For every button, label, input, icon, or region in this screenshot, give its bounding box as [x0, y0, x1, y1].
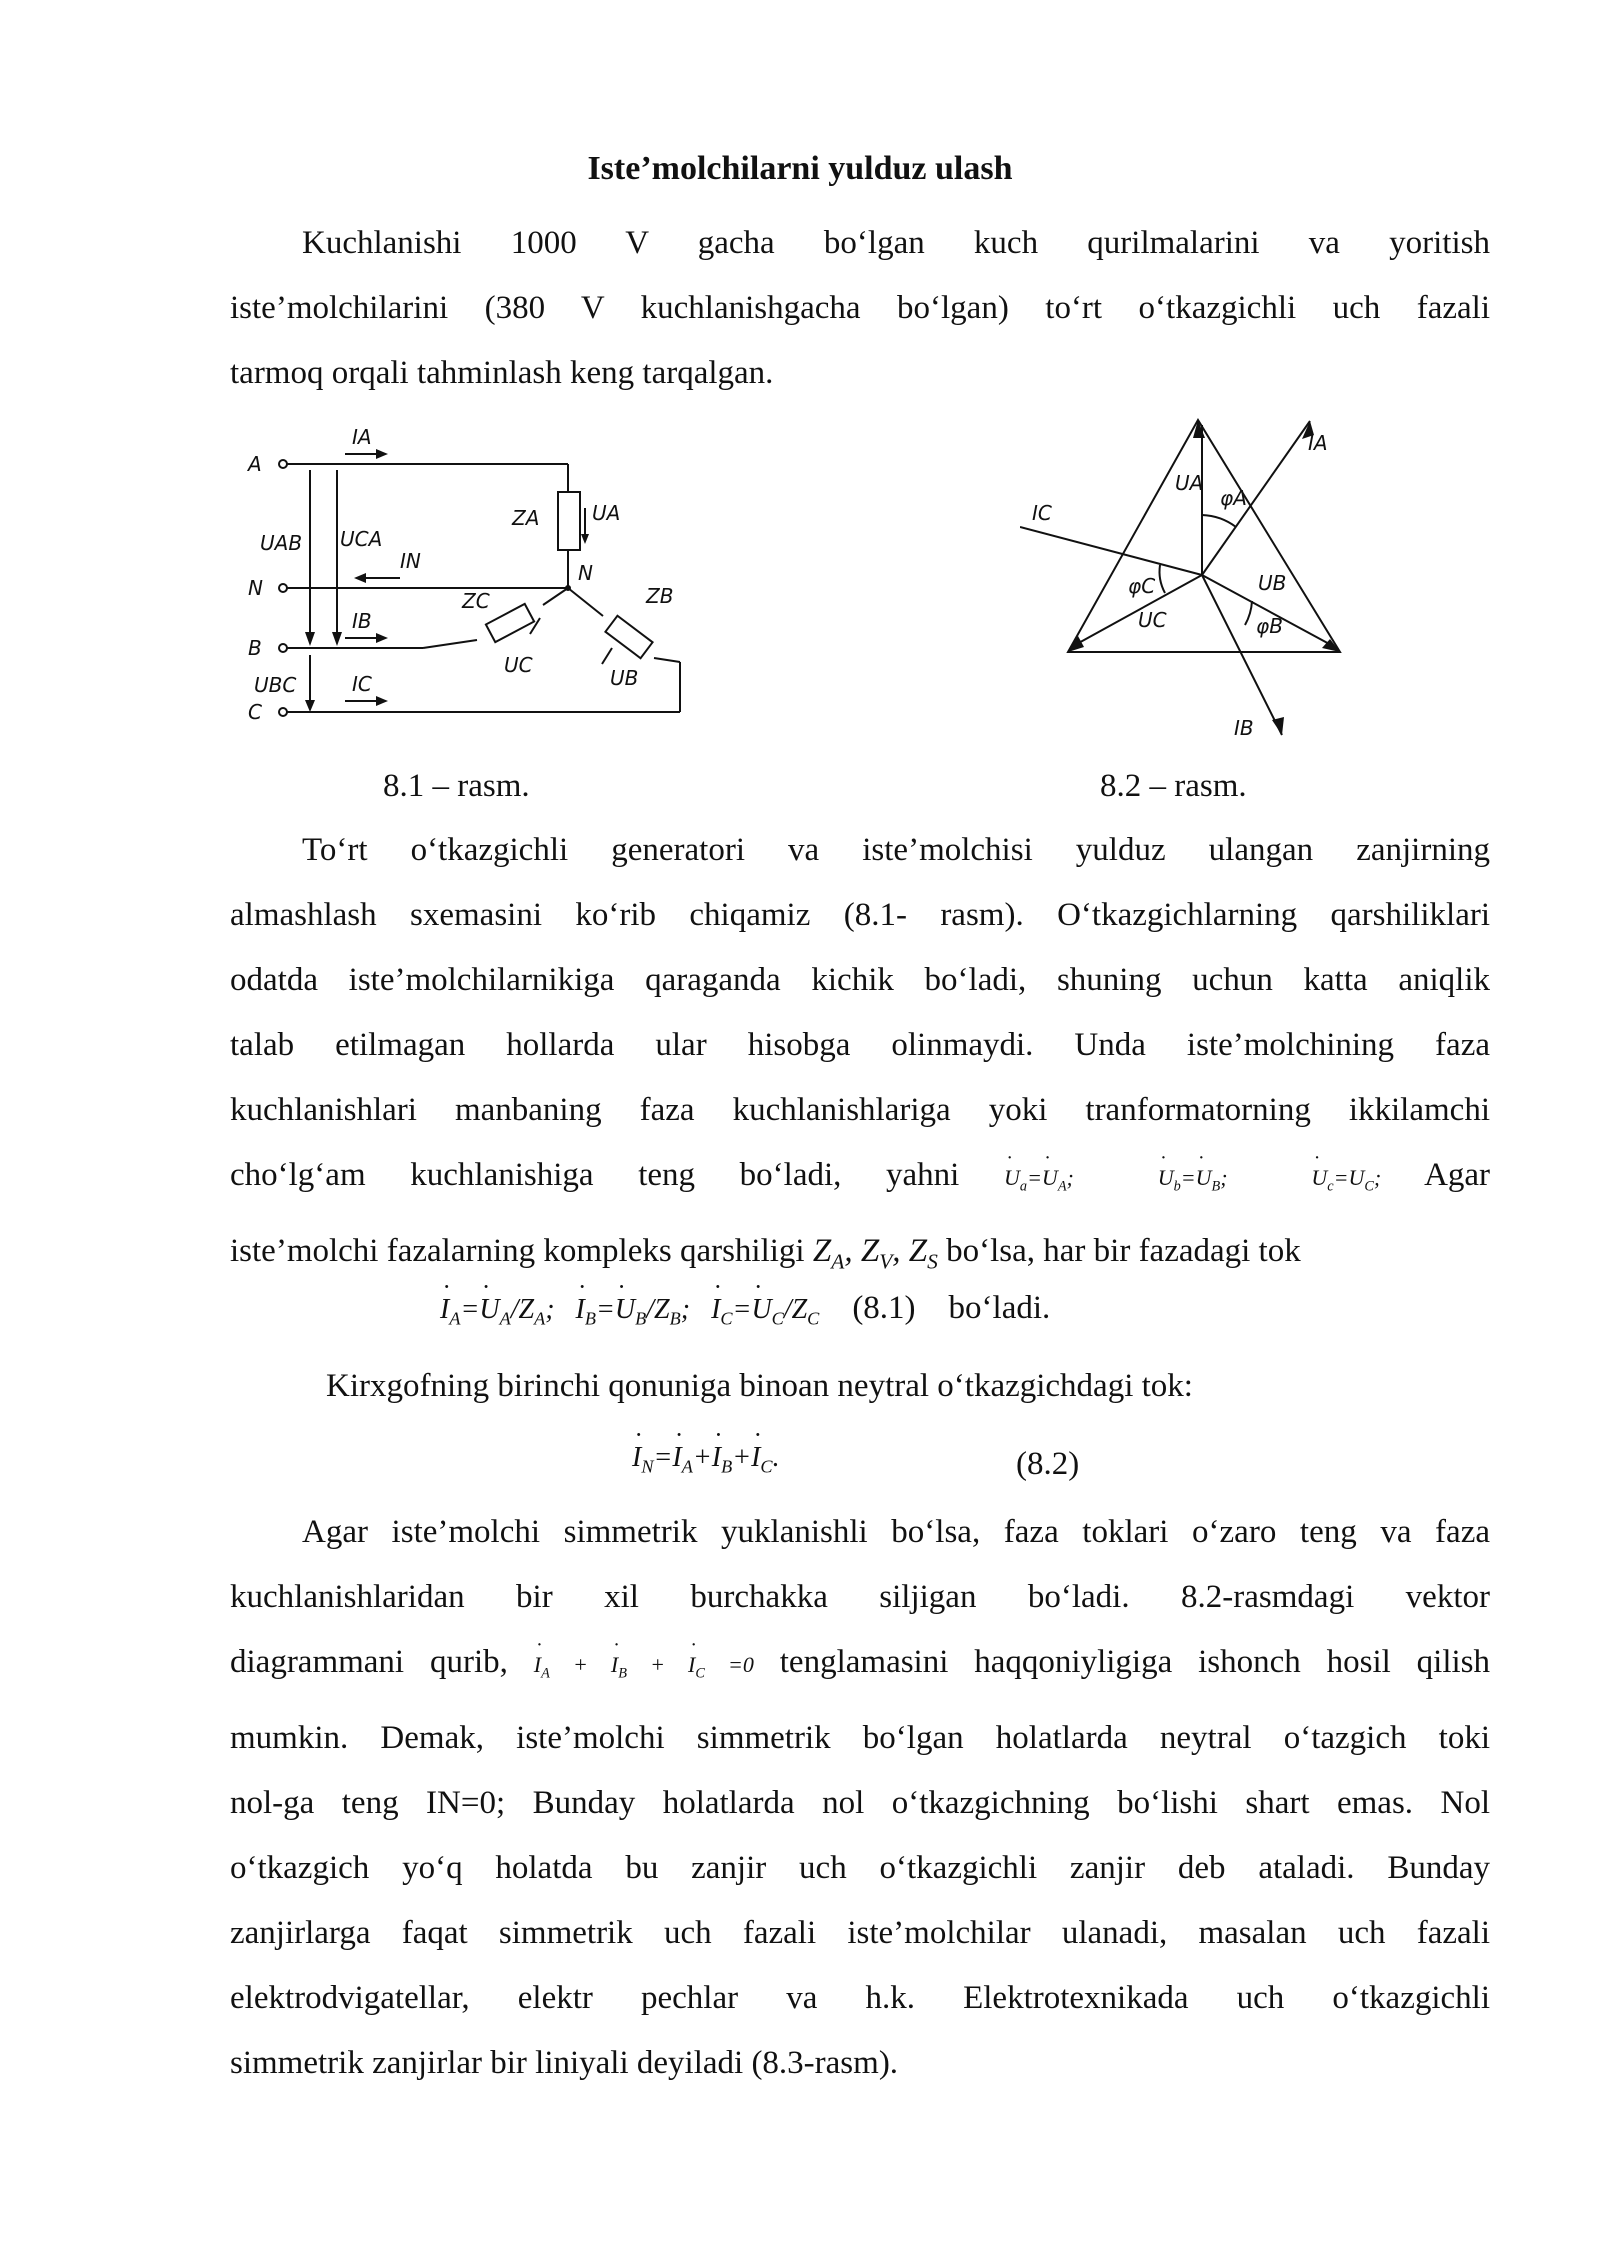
voltage-uab-label: UAB: [260, 531, 303, 555]
body-line: o‘tkazgich yo‘q holatda bu zanjir uch o‘tkazgichli zanjir deb ataladi. Bunday: [230, 1850, 1490, 1887]
voltage-uc-label: UC: [504, 653, 533, 677]
page-title: Iste’molchilarni yulduz ulash: [587, 150, 1013, 187]
body-line-with-formula: [230, 1630, 1490, 1706]
figure2-caption: 8.2 – rasm.: [1100, 768, 1247, 804]
vector-ic-label: IC: [1032, 501, 1052, 525]
body-line: nol-ga teng IN=0; Bunday holatlarda nol o‘tkazgichning bo‘lishi shart emas. Nol: [230, 1785, 1490, 1822]
vector-ib-label: IB: [1234, 716, 1254, 740]
body-line: To‘rt o‘tkazgichli generatori va iste’molchisi yulduz ulangan zanjirning: [302, 832, 1490, 868]
equation-8-1: ˙ $I_A=˙$ $U_A/Z_A$; ˙ $I_B=˙$ $U_B/Z_B$; ˙ $I_C=˙$ $U_C/Z_C$ (8.1) bo‘ladi.: [440, 1290, 1050, 1330]
body-text: bo‘lsa, har bir fazadagi tok: [946, 1233, 1301, 1270]
body-line: odatda iste’molchilarnikiga qaraganda kichik bo‘ladi, shuning uchun katta aniqlik: [230, 962, 1490, 998]
terminal-n-label: N: [248, 576, 263, 600]
body-line-with-formula: [230, 1143, 1490, 1219]
impedance-za-label: ZA: [512, 506, 540, 530]
body-line: kuchlanishlari manbaning faza kuchlanishlariga yoki tranformatorning ikkilamchi: [230, 1092, 1490, 1128]
current-in-label: IN: [400, 549, 421, 573]
node-n-label: N: [578, 561, 593, 585]
terminal-b-label: B: [248, 636, 262, 660]
body-text: diagrammani qurib,: [230, 1644, 508, 1680]
voltage-ubc-label: UBC: [254, 673, 297, 697]
current-sum-formula: ˙ $I_A$ + ˙ $I_B$ + ˙ $I_C =0$: [534, 1652, 754, 1677]
voltage-uca-label: UCA: [340, 527, 383, 551]
body-line: kuchlanishlaridan bir xil burchakka siljigan bo‘ladi. 8.2-rasmdagi vektor: [230, 1579, 1490, 1615]
angle-phic-label: φC: [1128, 574, 1156, 598]
voltage-ub-label: UB: [610, 666, 639, 690]
vector-ub-label: UB: [1258, 571, 1287, 595]
vector-uc-label: UC: [1138, 608, 1167, 632]
intro-line: Kuchlanishi 1000 V gacha bo‘lgan kuch qurilmalarini va yoritish: [302, 225, 1490, 261]
current-ia-label: IA: [352, 425, 372, 449]
terminal-c-label: C: [248, 700, 262, 724]
intro-line: tarmoq orqali tahminlash keng tarqalgan.: [230, 355, 774, 391]
body-text: iste’molchi fazalarning kompleks qarshiligi: [230, 1233, 805, 1270]
body-line: mumkin. Demak, iste’molchi simmetrik bo‘lgan holatlarda neytral o‘tazgich toki: [230, 1720, 1490, 1757]
body-line: Agar iste’molchi simmetrik yuklanishli bo‘lsa, faza toklari o‘zaro teng va faza: [302, 1514, 1490, 1550]
body-line: simmetrik zanjirlar bir liniyali deyiladi (8.3-rasm).: [230, 2045, 899, 2082]
angle-phia-label: φA: [1220, 486, 1247, 510]
vector-ia-label: IA: [1308, 431, 1328, 455]
body-line: elektrodvigatellar, elektr pechlar va h.k. Elektrotexnikada uch o‘tkazgichli: [230, 1980, 1490, 2017]
terminal-a-label: A: [248, 452, 262, 476]
equation-8-1-number: (8.1): [852, 1290, 916, 1326]
intro-paragraph: [230, 211, 1490, 406]
body-text: tenglamasini haqqoniyligiga ishonch hosil qilish: [779, 1644, 1491, 1680]
vector-ua-label: UA: [1175, 471, 1204, 495]
intro-line: iste’molchilarini (380 V kuchlanishgacha bo‘lgan) to‘rt o‘tkazgichli uch fazali: [230, 290, 1490, 326]
kirchhoff-line: Kirxgofning birinchi qonuniga binoan neytral o‘tkazgichdagi tok:: [326, 1368, 1193, 1404]
body-line-with-symbols: iste’molchi fazalarning kompleks qarshiligi $Z_A$, $Z_V$, $Z_S$ bo‘lsa, har bir fazadagi tok: [230, 1233, 1301, 1274]
body-paragraph-3: [230, 1500, 1490, 2096]
figure1-caption: 8.1 – rasm.: [383, 768, 530, 804]
star-circuit-diagram: [240, 420, 720, 740]
angle-phib-label: φB: [1256, 614, 1283, 638]
body-line: almashlash sxemasini ko‘rib chiqamiz (8.1- rasm). O‘tkazgichlarning qarshiliklari: [230, 897, 1490, 933]
body-text: Agar: [1424, 1157, 1491, 1193]
voltage-equalities-formula: ˙ $U_a=˙$ $U_A$; ˙ $U_b=˙$ $U_B$; ˙ $U_c=U_C$;: [1004, 1165, 1381, 1190]
body-text: cho‘lg‘am kuchlanishiga teng bo‘ladi, yahni: [230, 1157, 960, 1193]
voltage-ua-label: UA: [592, 501, 621, 525]
body-line: zanjirlarga faqat simmetrik uch fazali iste’molchilar ulanadi, masalan uch fazali: [230, 1915, 1490, 1952]
current-ib-label: IB: [352, 609, 372, 633]
current-ic-label: IC: [352, 672, 372, 696]
vector-diagram: [1020, 405, 1380, 745]
impedance-zc-label: ZC: [462, 589, 490, 613]
equation-8-1-after: bo‘ladi.: [948, 1290, 1051, 1326]
body-line: talab etilmagan hollarda ular hisobga olinmaydi. Unda iste’molchining faza: [230, 1027, 1490, 1063]
equation-8-2-number: (8.2): [1016, 1446, 1080, 1482]
impedance-zb-label: ZB: [646, 584, 674, 608]
equation-8-2: ˙ $I_N=˙$ $I_A+˙$ $I_B+˙$ $I_C$.: [632, 1438, 780, 1478]
body-paragraph-2: [230, 818, 1490, 1295]
